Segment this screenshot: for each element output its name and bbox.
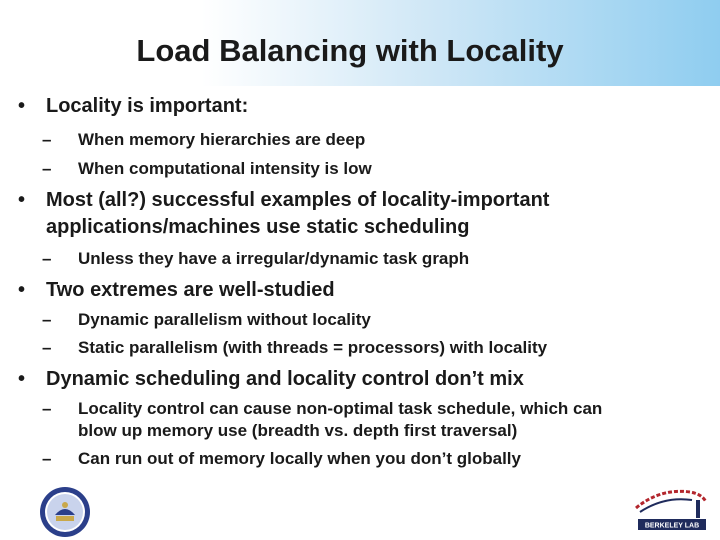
sub-bullet-text: When computational intensity is low: [78, 159, 372, 178]
berkeley-lab-logo: [630, 486, 712, 534]
sub-bullet-text: Static parallelism (with threads = processors) with locality: [78, 338, 548, 357]
bullet-text: Dynamic scheduling and locality control don’t mix: [46, 368, 524, 390]
sub-bullet-text-line-2: blow up memory use (breadth vs. depth first traversal): [78, 421, 518, 440]
sub-bullet-text: Unless they have a irregular/dynamic task graph: [78, 249, 470, 268]
bullet-text: Two extremes are well-studied: [46, 279, 335, 301]
sub-bullet-text: Dynamic parallelism without locality: [78, 310, 371, 329]
bullet-marker: •: [18, 189, 26, 211]
seal-book: [56, 516, 74, 521]
bullet-text: Locality is important:: [46, 95, 249, 117]
bullet-marker: •: [18, 368, 26, 390]
dash-marker: –: [42, 399, 52, 418]
bullet-marker: •: [18, 279, 26, 301]
dash-marker: –: [42, 338, 52, 357]
lab-tower: [696, 500, 700, 518]
sub-bullet-text: Can run out of memory locally when you don’t globally: [78, 449, 521, 468]
dash-marker: –: [42, 130, 52, 149]
sub-bullet-text-line-1: Locality control can cause non-optimal task schedule, which can: [78, 399, 603, 418]
bullet-text-line-2: applications/machines use static scheduling: [46, 216, 470, 238]
dash-marker: –: [42, 249, 52, 268]
sub-bullet-text: When memory hierarchies are deep: [78, 130, 366, 149]
bullet-marker: •: [18, 95, 26, 117]
dash-marker: –: [42, 449, 52, 468]
bullet-text-line-1: Most (all?) successful examples of locality-important: [46, 189, 550, 211]
dash-marker: –: [42, 159, 52, 178]
dash-marker: –: [42, 310, 52, 329]
slide-title: Load Balancing with Locality: [136, 33, 564, 68]
lab-wordmark: BERKELEY LAB: [644, 522, 700, 530]
seal-star: [62, 502, 68, 508]
university-seal-logo: [38, 485, 92, 539]
